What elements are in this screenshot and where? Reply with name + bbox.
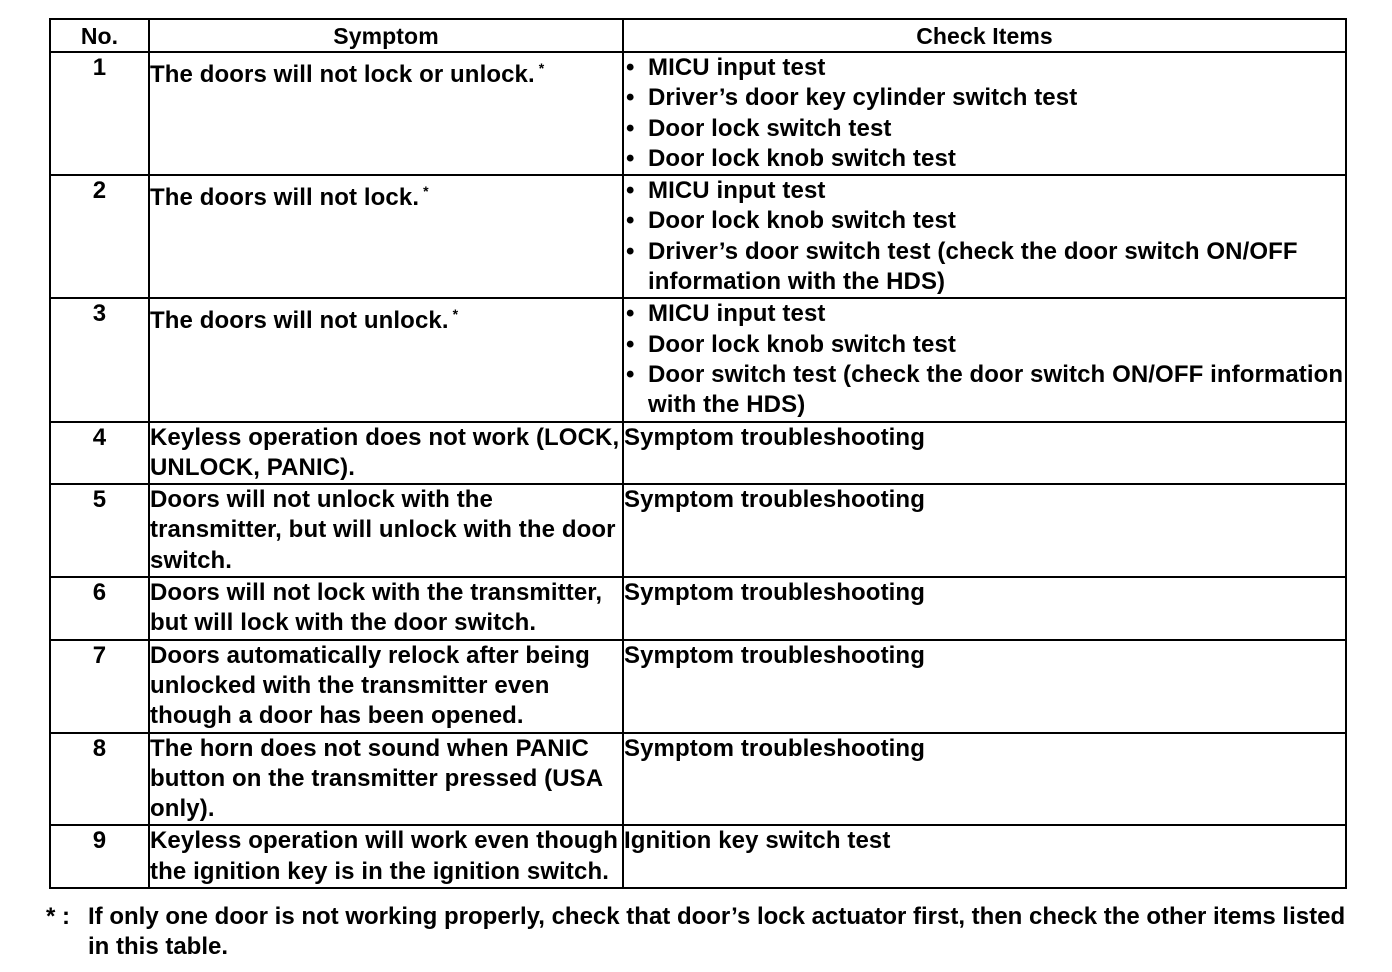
check-item-text: Door lock knob switch test	[648, 144, 956, 172]
symptom-text: The doors will not lock or unlock.	[150, 61, 535, 88]
symptom-cell	[149, 298, 623, 421]
check-item-text: Symptom troubleshooting	[624, 579, 925, 607]
row-number: 9	[50, 825, 149, 888]
check-items-cell	[623, 577, 1346, 640]
table-row	[50, 422, 1346, 485]
check-item	[624, 360, 1345, 421]
check-item-text: Door lock knob switch test	[648, 207, 956, 235]
header-no: No.	[50, 19, 149, 52]
check-item-text: MICU input test	[648, 177, 826, 205]
header-check-items: Check Items	[623, 19, 1346, 52]
table-row	[50, 640, 1346, 733]
check-items-cell	[623, 640, 1346, 733]
check-item-text: Ignition key switch test	[624, 827, 891, 855]
row-number: 3	[50, 298, 149, 421]
check-item-text: Door lock switch test	[648, 114, 892, 142]
row-number: 8	[50, 733, 149, 826]
check-items-cell	[623, 298, 1346, 421]
check-item-text: Symptom troubleshooting	[624, 423, 925, 451]
table-row	[50, 298, 1346, 421]
check-list	[624, 299, 1345, 420]
table-row	[50, 577, 1346, 640]
symptom-text: Keyless operation will work even though the ignition key is in the ignition switch.	[150, 827, 618, 885]
symptom-text: The horn does not sound when PANIC button on the transmitter pressed (USA only).	[150, 734, 603, 823]
bullet-icon: •	[626, 177, 635, 205]
symptom-text: Keyless operation does not work (LOCK, UNLOCK, PANIC).	[150, 423, 620, 481]
check-item	[624, 206, 1345, 236]
check-items-cell	[623, 52, 1346, 175]
check-item-text: Driver’s door switch test (check the door switch ON/OFF information with the HDS)	[648, 237, 1298, 296]
row-number: 1	[50, 52, 149, 175]
symptom-text: Doors will not lock with the transmitter, but will lock with the door switch.	[150, 579, 603, 637]
check-item-text: Symptom troubleshooting	[624, 641, 925, 669]
check-item	[624, 53, 1345, 83]
symptom-text: The doors will not unlock.	[150, 307, 449, 335]
check-item-text: Door switch test (check the door switch ON/OFF information with the HDS)	[648, 360, 1344, 419]
symptom-cell	[149, 175, 623, 298]
bullet-icon: •	[626, 237, 635, 265]
bullet-icon: •	[626, 207, 635, 235]
table-row	[50, 733, 1346, 826]
row-number: 5	[50, 484, 149, 577]
table-row	[50, 52, 1346, 175]
check-item	[624, 237, 1345, 298]
header-row	[50, 19, 1346, 52]
check-item	[624, 299, 1345, 329]
bullet-icon: •	[626, 300, 635, 328]
table-body	[50, 52, 1346, 888]
check-item	[624, 144, 1345, 174]
symptom-text: Doors automatically relock after being unlocked with the transmitter even though a door has been opened.	[150, 641, 590, 730]
table-row	[50, 825, 1346, 888]
check-items-cell	[623, 733, 1346, 826]
check-item	[624, 330, 1345, 360]
check-items-cell	[623, 422, 1346, 485]
row-number: 6	[50, 577, 149, 640]
check-items-cell	[623, 175, 1346, 298]
symptom-text: Doors will not unlock with the transmitter, but will unlock with the door switch.	[150, 486, 616, 574]
footnote-mark: * :	[46, 903, 70, 930]
row-number: 2	[50, 175, 149, 298]
symptom-cell	[149, 825, 623, 888]
check-item-text: Symptom troubleshooting	[624, 486, 925, 514]
footnote-text: If only one door is not working properly, check that door’s lock actuator first, then check the other items listed in this table.	[88, 903, 1346, 960]
symptom-cell	[149, 422, 623, 485]
bullet-icon: •	[626, 360, 635, 388]
symptom-cell	[149, 640, 623, 733]
bullet-icon: •	[626, 54, 635, 81]
table-row	[50, 175, 1346, 298]
row-number: 7	[50, 640, 149, 733]
bullet-icon: •	[626, 114, 635, 142]
footnote-star: *	[452, 306, 459, 323]
symptom-cell	[149, 733, 623, 826]
check-item	[624, 114, 1345, 144]
check-item-text: MICU input test	[648, 300, 826, 328]
symptom-cell	[149, 484, 623, 577]
check-items-cell	[623, 484, 1346, 577]
symptom-cell	[149, 577, 623, 640]
check-items-cell	[623, 825, 1346, 888]
check-item-text: Symptom troubleshooting	[624, 734, 925, 762]
check-item-text: MICU input test	[648, 54, 826, 81]
footnote	[46, 902, 1356, 962]
bullet-icon: •	[626, 144, 635, 172]
check-item	[624, 176, 1345, 206]
check-item-text: Door lock knob switch test	[648, 330, 956, 358]
check-item	[624, 83, 1345, 113]
bullet-icon: •	[626, 330, 635, 358]
symptom-cell	[149, 52, 623, 175]
check-list	[624, 176, 1345, 297]
table-header	[50, 19, 1346, 52]
symptom-text: The doors will not lock.	[150, 184, 420, 212]
bullet-icon: •	[626, 84, 635, 112]
troubleshooting-table	[49, 18, 1347, 889]
check-list	[624, 53, 1345, 174]
footnote-star: *	[423, 183, 429, 200]
table-row	[50, 484, 1346, 577]
header-symptom: Symptom	[149, 19, 623, 52]
footnote-star: *	[538, 60, 545, 76]
check-item-text: Driver’s door key cylinder switch test	[648, 84, 1078, 112]
row-number: 4	[50, 422, 149, 485]
